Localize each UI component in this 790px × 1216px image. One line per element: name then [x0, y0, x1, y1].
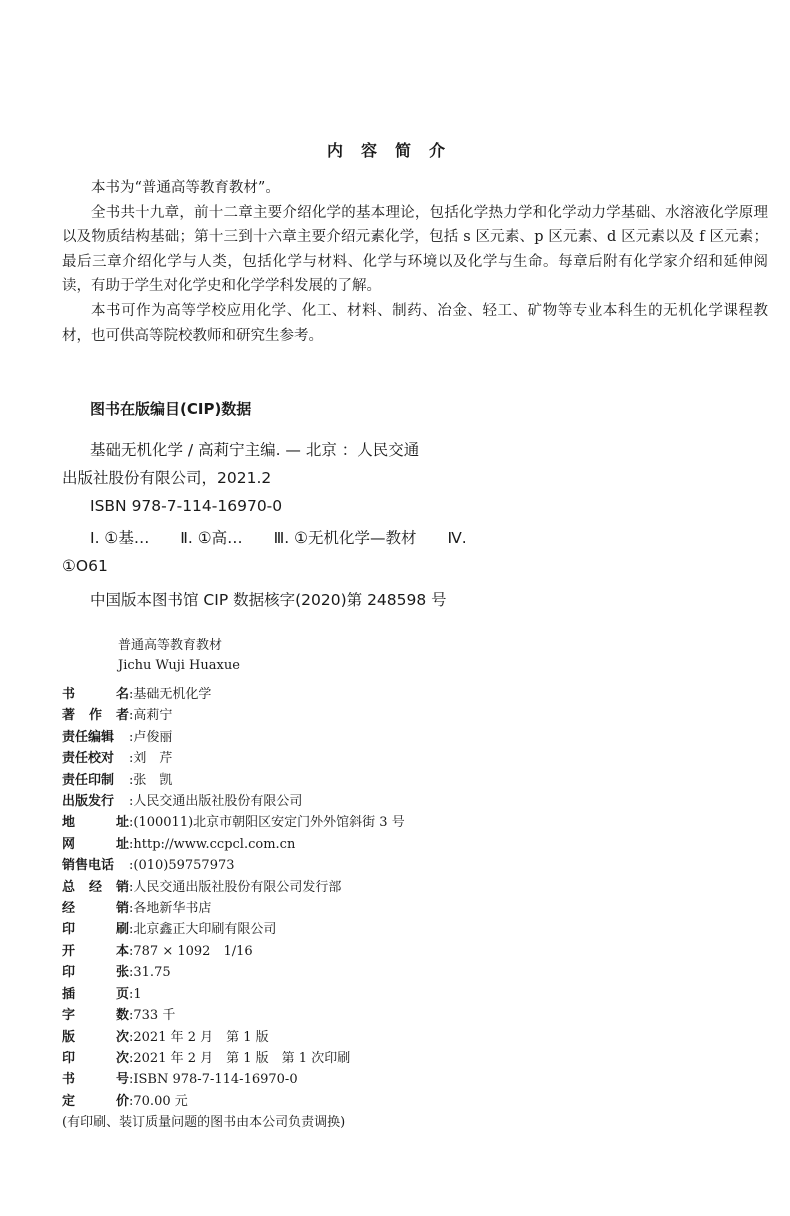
imprint-label: 地 址 [62, 815, 129, 831]
imprint-colon: : [129, 1093, 134, 1109]
imprint-value: 基础无机化学 [133, 687, 212, 702]
imprint-label: 责任印制 [62, 772, 115, 788]
imprint-label: 出版发行 [62, 794, 115, 810]
intro-paragraph: 本书可作为高等学校应用化学、化工、材料、制药、冶金、轻工、矿物等专业本科生的无机化学课程教材，也可供高等院校教师和研究生参考。 [62, 302, 768, 344]
imprint-label: 插 页 [62, 986, 129, 1002]
imprint-label: 总 经 销 [62, 879, 129, 895]
imprint-label: 版 次 [62, 1029, 129, 1045]
quality-note: (有印刷、装订质量问题的图书由本公司负责调换) [62, 1115, 346, 1131]
imprint-label: 责任校对 [62, 751, 115, 767]
imprint-value: (100011)北京市朝阳区安定门外外馆斜街 3 号 [133, 815, 405, 831]
imprint-row [62, 834, 405, 855]
imprint-colon: : [129, 794, 134, 810]
imprint-value: ISBN 978-7-114-16970-0 [133, 1072, 298, 1088]
imprint-colon: : [129, 943, 134, 959]
imprint-colon: : [129, 708, 134, 724]
imprint-value: 2021 年 2 月 第 1 版 [133, 1029, 269, 1045]
imprint-row [62, 727, 405, 748]
imprint-row [62, 1091, 405, 1112]
cip-class-item: Ⅳ. [447, 529, 467, 547]
imprint-colon: : [129, 858, 134, 874]
imprint-label: 书 号 [62, 1072, 129, 1088]
cip-class-item: Ⅱ. ①高… [180, 529, 243, 547]
imprint-value: (010)59757973 [133, 858, 235, 874]
imprint-row [62, 684, 405, 705]
imprint-colon: : [129, 751, 134, 767]
imprint-row [62, 919, 405, 940]
imprint-label: 定 价 [62, 1093, 129, 1109]
imprint-value: 733 千 [133, 1008, 176, 1024]
imprint-row [62, 962, 405, 983]
imprint-row [62, 748, 405, 769]
intro-paragraph: 本书为“普通高等教育教材”。 [91, 180, 280, 196]
imprint-list [62, 684, 405, 1134]
imprint-value: 70.00 元 [133, 1093, 188, 1109]
imprint-label: 销售电话 [62, 858, 115, 874]
imprint-colon: : [129, 965, 134, 981]
imprint-colon: : [129, 1008, 134, 1024]
imprint-colon: : [129, 1029, 134, 1045]
cip-class-item: Ⅰ. ①基… [90, 529, 150, 547]
imprint-value: 卢俊丽 [133, 729, 173, 745]
imprint-row [62, 898, 405, 919]
intro-paragraph: 全书共十九章，前十二章主要介绍化学的基本理论，包括化学热力学和化学动力学基础、水溶液化学原理以及物质结构基础；第十三到十六章主要介绍元素化学，包括 s 区元素、p 区元素、d 区元素以及 f 区元素；最后三章介绍化学与人类，包括化学与材料、化学与环境以及化学与生命。每章后附有化学家介绍和延伸阅读，有助于学生对化学史和化学学科发展的了解。 [62, 204, 768, 295]
imprint-colon: : [129, 729, 134, 745]
imprint-label: 印 刷 [62, 922, 129, 938]
imprint-value: 张 凯 [133, 772, 173, 788]
imprint-row [62, 877, 405, 898]
cip-isbn: ISBN 978-7-114-16970-0 [90, 497, 283, 515]
imprint-colon: : [129, 901, 134, 917]
cip-line-1: 基础无机化学 / 高莉宁主编. — 北京 ：人民交通 [90, 441, 420, 459]
imprint-value: 人民交通出版社股份有限公司发行部 [133, 879, 342, 895]
imprint-colon: : [129, 772, 134, 788]
imprint-label: 字 数 [62, 1008, 129, 1024]
imprint-row [62, 705, 405, 726]
imprint-row [62, 1048, 405, 1069]
imprint-row [62, 770, 405, 791]
imprint-row [62, 1027, 405, 1048]
cip-class-code: ①O61 [62, 557, 108, 575]
cip-number: 中国版本图书馆 CIP 数据核字(2020)第 248598 号 [90, 591, 447, 609]
intro-title: 内容简介 [326, 141, 463, 160]
imprint-value: 各地新华书店 [133, 901, 212, 917]
cip-line-2: 出版社股份有限公司，2021.2 [62, 469, 272, 487]
imprint-colon: : [129, 879, 134, 895]
imprint-value: 人民交通出版社股份有限公司 [133, 794, 303, 810]
imprint-row [62, 1005, 405, 1026]
imprint-row [62, 855, 405, 876]
imprint-label: 责任编辑 [62, 729, 115, 745]
series-name: 普通高等教育教材 [118, 638, 223, 653]
cip-classification [62, 524, 762, 552]
imprint-label: 网 址 [62, 836, 129, 852]
imprint-label: 经 销 [62, 901, 129, 917]
imprint-value: 1 [133, 986, 142, 1002]
intro-text [62, 176, 768, 348]
imprint-row [62, 1069, 405, 1090]
imprint-colon: : [129, 836, 134, 852]
imprint-row [62, 941, 405, 962]
imprint-colon: : [129, 986, 134, 1002]
imprint-row [62, 984, 405, 1005]
imprint-colon: : [129, 687, 134, 702]
imprint-colon: : [129, 922, 134, 938]
imprint-colon: : [129, 815, 134, 831]
imprint-value: http://www.ccpcl.com.cn [133, 836, 296, 852]
imprint-colon: : [129, 1050, 134, 1066]
imprint-value: 31.75 [133, 965, 171, 981]
imprint-label: 印 次 [62, 1050, 129, 1066]
imprint-label: 书 名 [62, 687, 129, 702]
cip-title: 图书在版编目(CIP)数据 [90, 400, 252, 418]
imprint-value: 刘 芹 [133, 751, 173, 767]
imprint-value: 高莉宁 [133, 708, 173, 724]
title-pinyin: Jichu Wuji Huaxue [118, 658, 240, 673]
cip-class-item: Ⅲ. ①无机化学—教材 [273, 529, 417, 547]
imprint-value: 北京鑫正大印刷有限公司 [133, 922, 277, 938]
cip-block [62, 436, 762, 614]
imprint-label: 著 作 者 [62, 708, 129, 724]
imprint-row [62, 791, 405, 812]
imprint-colon: : [129, 1072, 134, 1088]
imprint-row [62, 812, 405, 833]
imprint-header [118, 636, 240, 676]
imprint-label: 开 本 [62, 943, 129, 959]
imprint-label: 印 张 [62, 965, 129, 981]
imprint-value: 2021 年 2 月 第 1 版 第 1 次印刷 [133, 1050, 351, 1066]
imprint-value: 787 × 1092 1/16 [133, 943, 253, 959]
